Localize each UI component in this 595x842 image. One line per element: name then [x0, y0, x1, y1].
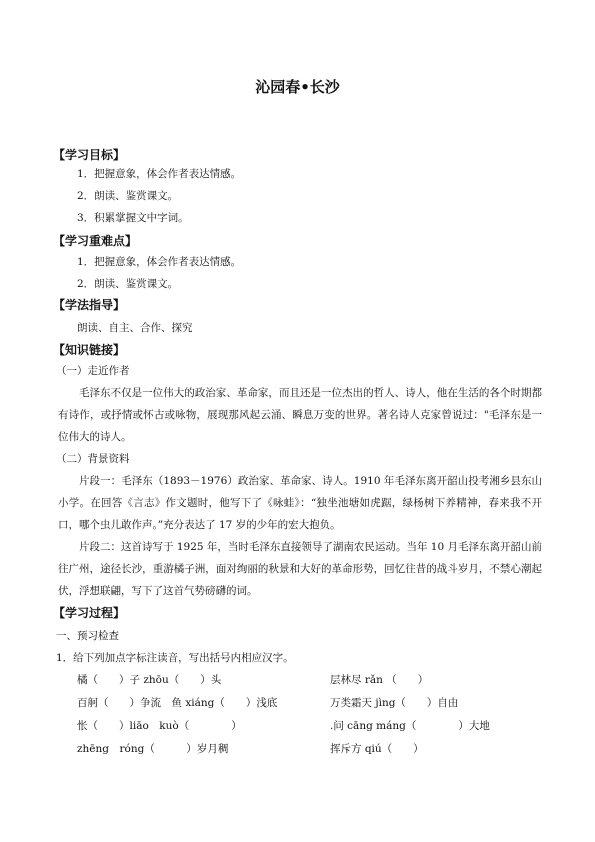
section-heading-knowledge: 【知识链接】 — [53, 343, 126, 357]
goal-item: 3．积累掌握文中字词。 — [77, 212, 189, 224]
section-heading-method: 【学法指导】 — [53, 298, 126, 312]
section-heading-goals: 【学习目标】 — [53, 148, 126, 162]
method-text: 朗读、自主、合作、探究 — [77, 322, 193, 334]
key-point-item: 1．把握意象，体会作者表达情感。 — [77, 256, 242, 268]
exercise-row — [0, 718, 595, 734]
background-paragraph-1: 片段一：毛泽东（1893－1976）政治家、革命家、诗人。1910 年毛泽东离开韶山投考湘乡县东山小学。在回答《言志》作文题时，他写下了《咏蛙》：“独坐池塘如虎踞，绿杨树下养精神，春来我不开口，哪个虫儿敢作声。”充分表达了 17 岁的少年的宏大抱负。 — [58, 475, 542, 531]
exercise-item: .问 cāng máng（ ）大地 — [330, 720, 490, 732]
section-heading-key-points: 【学习重难点】 — [53, 234, 138, 248]
goal-item: 2．朗读、鉴赏课文。 — [77, 190, 179, 202]
exercise-item: 怅（ ）liāo kuò（ ） — [77, 720, 242, 732]
exercise-row — [0, 741, 595, 757]
exercise-row — [0, 695, 595, 711]
document-title: 沁园春•长沙 — [255, 78, 340, 96]
exercise-item: 橘（ ）子 zhōu（ ）头 — [77, 674, 222, 686]
section-heading-process: 【学习过程】 — [53, 606, 126, 620]
exercise-row — [0, 672, 595, 688]
question-1: 1．给下列加点字标注读音，写出括号内相应汉字。 — [56, 652, 294, 664]
exercise-item: 百舸（ ）争流 鱼 xiáng（ ）浅底 — [77, 697, 278, 709]
exercise-item: 层林尽 rǎn （ ） — [330, 674, 429, 686]
exercise-item: 万类霜天 jìng（ ）自由 — [330, 697, 459, 709]
exercise-item: zhēng róng（ ）岁月稠 — [77, 743, 229, 755]
background-paragraph-2: 片段二：这首诗写于 1925 年，当时毛泽东直接领导了湖南农民运动。当年 10 月毛泽东离开韶山前往广州，途径长沙，重游橘子洲，面对绚丽的秋景和大好的革命形势，回忆往昔的战斗岁月，不禁心潮起伏，浮想联翩，写下了这首气势磅礴的词。 — [58, 541, 542, 597]
subheading-author: （一）走近作者 — [56, 365, 130, 377]
author-paragraph: 毛泽东不仅是一位伟大的政治家、革命家，而且还是一位杰出的哲人、诗人，他在生活的各个时期都有诗作，或抒情或怀古或咏物，展现那风起云涌、瞬息万变的世界。著名诗人克家曾说过："毛泽东是一位伟大的诗人。 — [58, 387, 542, 443]
goal-item: 1．把握意象，体会作者表达情感。 — [77, 168, 242, 180]
part-heading-preview: 一、预习检查 — [56, 630, 119, 642]
key-point-item: 2．朗读、鉴赏课文。 — [77, 278, 179, 290]
subheading-background: （二）背景资料 — [56, 453, 130, 465]
exercise-item: 挥斥方 qiú（ ） — [330, 743, 424, 755]
